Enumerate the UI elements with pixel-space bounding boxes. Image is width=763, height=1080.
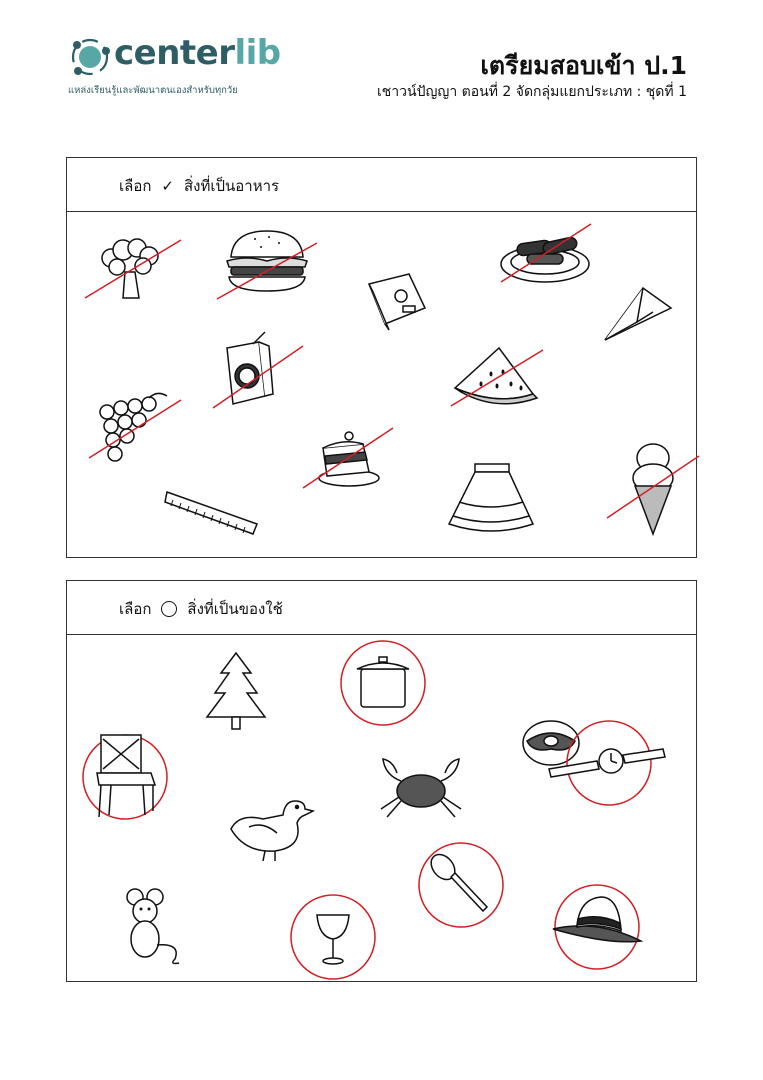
watch-item[interactable] [549, 717, 667, 809]
hat-item[interactable] [549, 883, 645, 973]
centerlib-logo [68, 35, 298, 105]
sausage-plate-icon [499, 224, 599, 288]
paper-plane-icon [603, 282, 673, 344]
mouse-item[interactable] [119, 885, 189, 965]
instruction-prefix: เลือก [119, 177, 152, 195]
juice-box-item[interactable] [213, 332, 307, 408]
skirt-item[interactable] [447, 462, 535, 534]
mouse-icon [119, 885, 189, 965]
burger-item[interactable] [217, 227, 321, 299]
ice-cream-icon [607, 438, 699, 538]
chair-item[interactable] [81, 731, 169, 823]
instruction-prefix: เลือก [119, 600, 152, 618]
section-food-items [67, 212, 696, 557]
instruction-category: สิ่งที่เป็นอาหาร [184, 177, 280, 195]
hat-icon [549, 883, 645, 973]
section-utensils-instruction [119, 597, 283, 621]
broccoli-icon [93, 234, 189, 304]
pot-icon [339, 639, 427, 727]
glass-item[interactable] [289, 893, 377, 981]
checkmark-icon: ✓ [161, 177, 174, 195]
comb-icon [165, 484, 259, 546]
circle-icon [161, 601, 177, 617]
crab-icon [373, 751, 469, 821]
duck-icon [227, 793, 313, 865]
burger-icon [217, 227, 321, 299]
watermelon-item[interactable] [451, 344, 547, 408]
logo-icon [68, 35, 112, 79]
crab-item[interactable] [373, 751, 469, 821]
pencil-sharpener-icon [363, 268, 433, 332]
logo-tagline: แหล่งเรียนรู้และพัฒนาตนเองสำหรับทุกวัย [68, 85, 238, 96]
sausage-plate-item[interactable] [499, 224, 599, 288]
cake-item[interactable] [303, 418, 395, 494]
section-food-header [67, 158, 696, 212]
worksheet-title: เตรียมสอบเข้า ป.1 [480, 51, 687, 80]
pot-item[interactable] [339, 639, 427, 727]
pine-tree-item[interactable] [201, 651, 271, 735]
cake-icon [303, 418, 395, 494]
section-utensils-header [67, 581, 696, 635]
grapes-item[interactable] [91, 388, 187, 470]
spoon-item[interactable] [417, 841, 505, 929]
comb-item[interactable] [165, 484, 259, 546]
instruction-category: สิ่งที่เป็นของใช้ [187, 600, 283, 618]
logo-wordmark: centerlib [114, 33, 281, 73]
worksheet-subtitle: เชาวน์ปัญญา ตอนที่ 2 จัดกลุ่มแยกประเภท : ชุดที่ 1 [377, 84, 687, 100]
skirt-icon [447, 462, 535, 534]
pencil-sharpener-item[interactable] [363, 268, 433, 332]
watermelon-icon [451, 344, 547, 408]
section-food-instruction [119, 174, 279, 198]
juice-box-icon [213, 332, 307, 408]
chair-icon [81, 731, 169, 823]
duck-item[interactable] [227, 793, 313, 865]
spoon-icon [417, 841, 505, 929]
section-utensils-items [67, 635, 696, 981]
section-utensils [66, 580, 697, 982]
ice-cream-item[interactable] [607, 438, 699, 538]
watch-icon [549, 717, 667, 809]
glass-icon [289, 893, 377, 981]
grapes-icon [91, 388, 187, 470]
paper-plane-item[interactable] [603, 282, 673, 344]
pine-tree-icon [201, 651, 271, 735]
section-food [66, 157, 697, 558]
broccoli-item[interactable] [93, 234, 189, 304]
